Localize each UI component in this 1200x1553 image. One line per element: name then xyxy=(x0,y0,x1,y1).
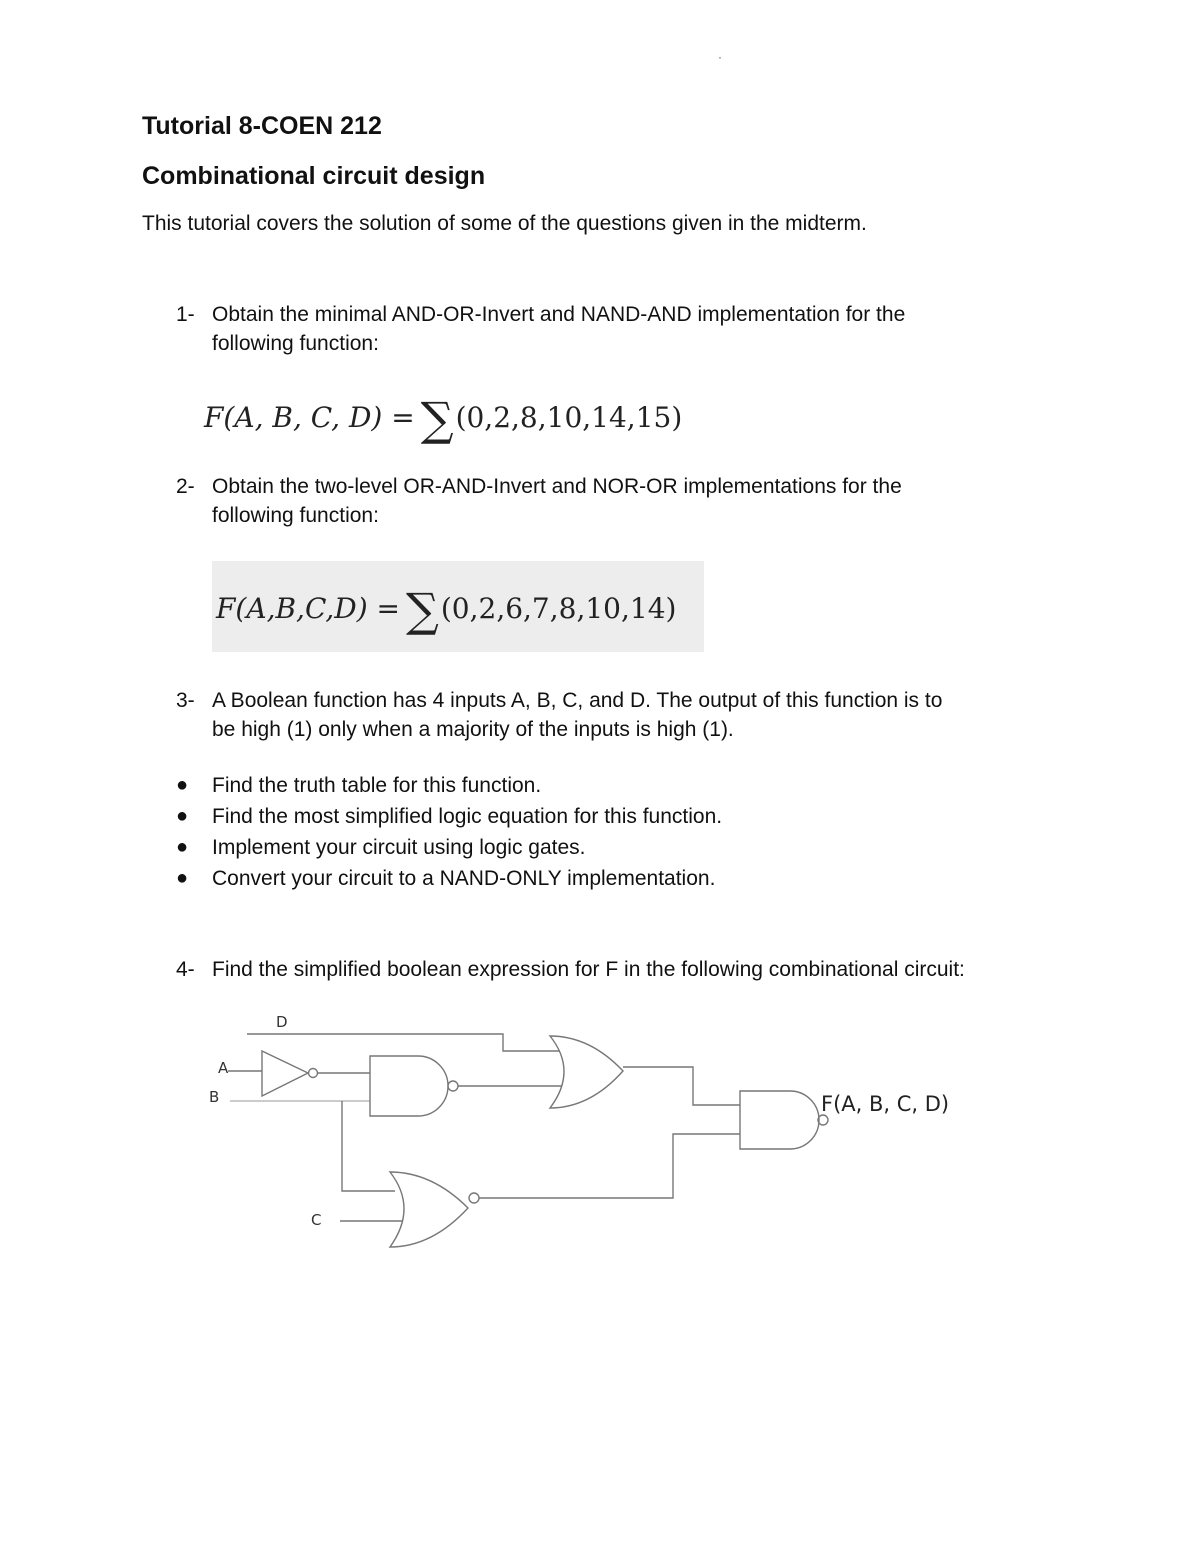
nor-gate xyxy=(390,1172,468,1247)
list-item-text: Find the most simplified logic equation for this function. xyxy=(212,805,723,828)
question-number: 3- xyxy=(176,689,195,712)
label-output: F(A, B, C, D) xyxy=(821,1092,950,1116)
bullet-icon: ● xyxy=(176,774,189,796)
nand-gate-1 xyxy=(370,1056,448,1116)
wire-nor-out xyxy=(479,1134,740,1198)
list-item-text: Implement your circuit using logic gates. xyxy=(212,836,586,859)
label-c: C xyxy=(311,1211,322,1229)
sigma-symbol: ∑ xyxy=(406,583,439,637)
page-title: Tutorial 8-COEN 212 xyxy=(142,112,382,140)
question-number: 2- xyxy=(176,475,195,498)
wire-or-out xyxy=(623,1067,740,1105)
nand-gate-output xyxy=(740,1091,819,1149)
bullet-icon: ● xyxy=(176,867,189,889)
not-gate xyxy=(262,1051,308,1096)
formula-lhs: F(A,B,C,D) = xyxy=(216,592,401,625)
nor-bubble xyxy=(469,1193,479,1203)
wire-d xyxy=(247,1034,560,1051)
formula-lhs: F(A, B, C, D) = xyxy=(204,401,415,434)
list-item-text: Find the truth table for this function. xyxy=(212,774,542,797)
question-line: be high (1) only when a majority of the inputs is high (1). xyxy=(212,718,734,741)
formula-minterms: (0,2,6,7,8,10,14) xyxy=(440,592,677,625)
or-gate xyxy=(550,1036,623,1108)
formula-minterms: (0,2,8,10,14,15) xyxy=(455,401,683,434)
intro-text: This tutorial covers the solution of some of the questions given in the midterm. xyxy=(142,212,867,235)
label-d: D xyxy=(276,1013,288,1031)
question-number: 4- xyxy=(176,958,195,981)
question-line: Find the simplified boolean expression for F in the following combinational circuit: xyxy=(212,958,965,981)
sigma-symbol: ∑ xyxy=(420,392,454,446)
page-subtitle: Combinational circuit design xyxy=(142,162,486,190)
wire-b-branch xyxy=(342,1101,395,1191)
question-line: Obtain the two-level OR-AND-Invert and NOR-OR implementations for the xyxy=(212,475,902,498)
bullet-icon: ● xyxy=(176,836,189,858)
label-a: A xyxy=(218,1059,229,1077)
question-line: Obtain the minimal AND-OR-Invert and NAND-AND implementation for the xyxy=(212,303,906,326)
question-number: 1- xyxy=(176,303,195,326)
bullet-icon: ● xyxy=(176,805,189,827)
question-line: A Boolean function has 4 inputs A, B, C, and D. The output of this function is to xyxy=(212,689,943,712)
list-item-text: Convert your circuit to a NAND-ONLY implementation. xyxy=(212,867,716,890)
header-mark: · xyxy=(718,50,722,64)
label-b: B xyxy=(209,1088,220,1106)
question-line: following function: xyxy=(212,332,379,355)
nand-1-bubble xyxy=(448,1081,458,1091)
not-bubble xyxy=(309,1069,318,1078)
question-line: following function: xyxy=(212,504,379,527)
